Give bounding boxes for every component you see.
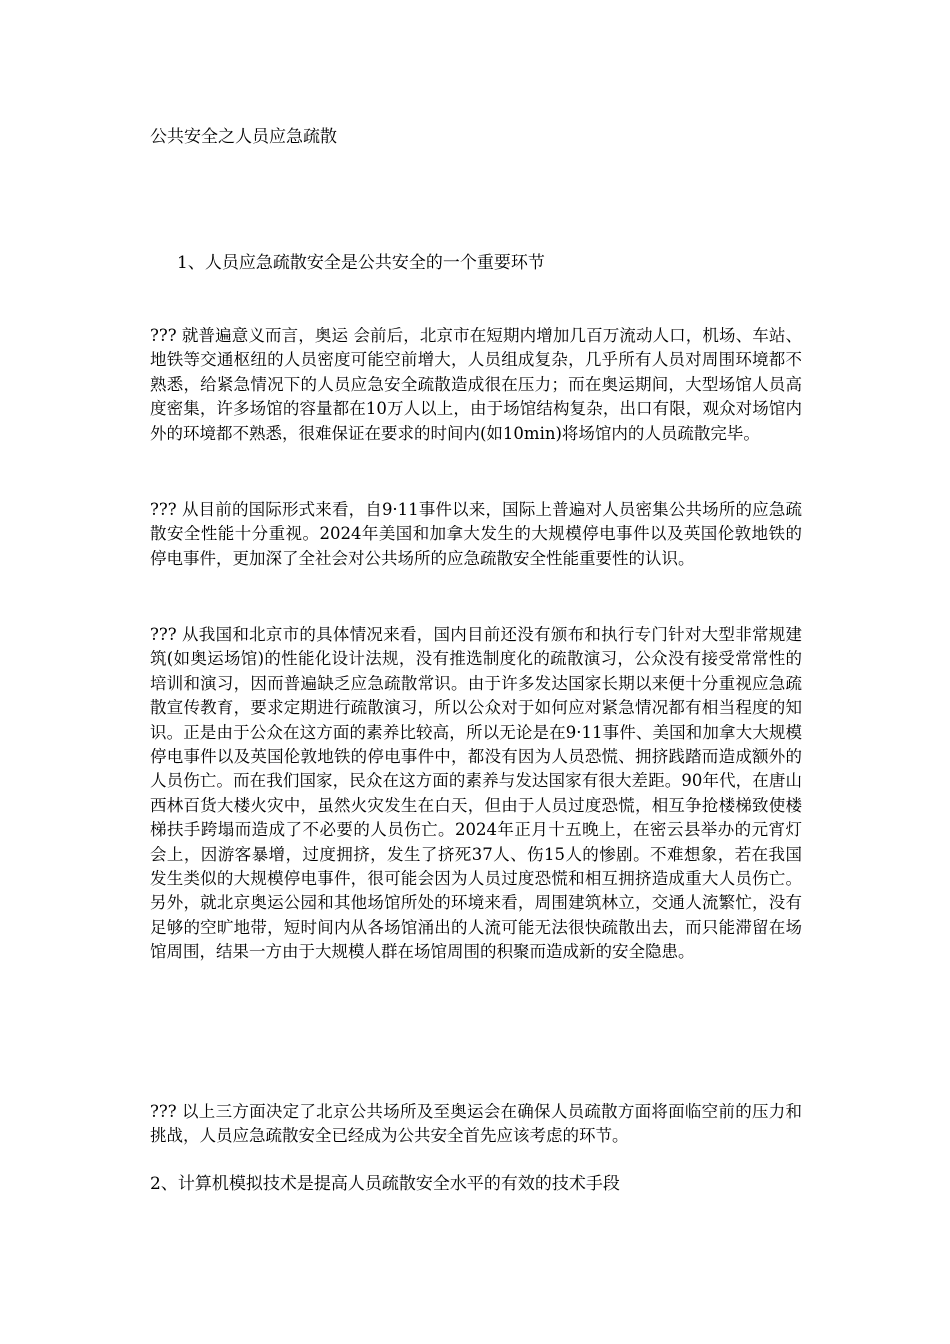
paragraph-2: ??? 从目前的国际形式来看，自9·11事件以来，国际上普遍对人员密集公共场所的应急疏散安全性能十分重视。2024年美国和加拿大发生的大规模停电事件以及英国伦敦地铁的停电事件，更加深了全社会对公共场所的应急疏散安全性能重要性的认识。 — [150, 500, 802, 568]
paragraph-4: ??? 以上三方面决定了北京公共场所及至奥运会在确保人员疏散方面将面临空前的压力和挑战，人员应急疏散安全已经成为公共安全首先应该考虑的环节。 — [150, 1102, 802, 1146]
section-heading-1: 1、人员应急疏散安全是公共安全的一个重要环节 — [177, 253, 545, 273]
document-title: 公共安全之人员应急疏散 — [150, 127, 337, 147]
paragraph-3: ??? 从我国和北京市的具体情况来看，国内目前还没有颁布和执行专门针对大型非常规建筑(如奥运场馆)的性能化设计法规，没有推选制度化的疏散演习，公众没有接受常常性的培训和演习，因而普遍缺乏应急疏散常识。由于许多发达国家长期以来便十分重视应急疏散宣传教育，要求定期进行疏散演习，所以公众对于如何应对紧急情况都有相当程度的知识。正是由于公众在这方面的素养比较高，所以无论是在9·11事件、美国和加拿大大规模停电事件以及英国伦敦地铁的停电事件中，都没有因为人员恐慌、拥挤践踏而造成额外的人员伤亡。而在我们国家，民众在这方面的素养与发达国家有很大差距。90年代，在唐山西林百货大楼火灾中，虽然火灾发生在白天，但由于人员过度恐慌，相互争抢楼梯致使楼梯扶手跨塌而造成了不必要的人员伤亡。2024年正月十五晚上，在密云县举办的元宵灯会上，因游客暴增，过度拥挤，发生了挤死37人、伤15人的惨剧。不难想象，若在我国发生类似的大规模停电事件，很可能会因为人员过度恐慌和相互拥挤造成重大人员伤亡。另外，就北京奥运公园和其他场馆所处的环境来看，周围建筑林立，交通人流繁忙，没有足够的空旷地带，短时间内从各场馆涌出的人流可能无法很快疏散出去，而只能滞留在场馆周围，结果一方由于大规模人群在场馆周围的积聚而造成新的安全隐患。 — [150, 625, 802, 962]
section-heading-2: 2、计算机模拟技术是提高人员疏散安全水平的有效的技术手段 — [150, 1174, 620, 1194]
paragraph-1: ??? 就普遍意义而言，奥运 会前后，北京市在短期内增加几百万流动人口，机场、车站、地铁等交通枢纽的人员密度可能空前增大，人员组成复杂，几乎所有人员对周围环境都不熟悉，给紧急情况下的人员应急安全疏散造成很在压力；而在奥运期间，大型场馆人员高度密集，许多场馆的容量都在10万人以上，由于场馆结构复杂，出口有限，观众对场馆内外的环境都不熟悉，很难保证在要求的时间内(如10min)将场馆内的人员疏散完毕。 — [150, 326, 802, 443]
